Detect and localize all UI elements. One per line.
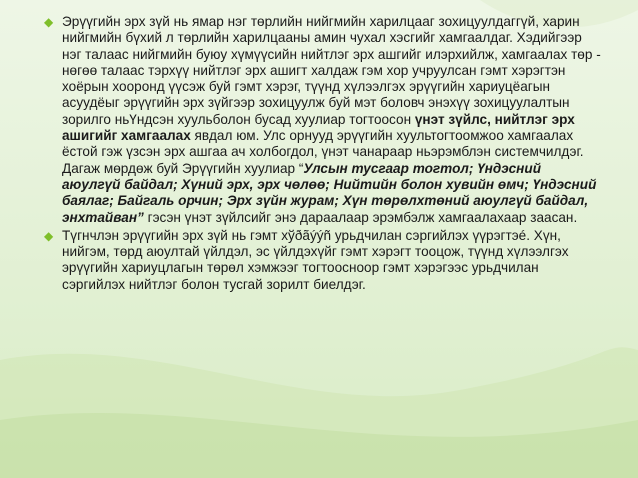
paragraph-1-text-2: явдал юм. Улс орнууд эрүүгийн хуультогтоомжоо хамгаалах ёстой гэж үзсэн эрх ашгаа ач холбогдол, үнэт чанараар ньэрэмблэн системчилдэг. Дагаж мөрдөж буй Эрүүгийн хуулиар “ (62, 128, 584, 176)
paragraph-1 (62, 14, 602, 226)
paragraph-1-text-3: гэсэн үнэт зүйлсийг энэ дараалаар эрэмбэлж хамгаалахаар заасан. (143, 209, 578, 225)
paragraph-1-bold-text: үнэт зүйлс, нийтлэг эрх ашигийг хамгаалах (62, 111, 575, 144)
text-body (46, 14, 602, 295)
bullet-item-2 (46, 228, 602, 293)
paragraph-1-values-list: Улсын тусгаар тогтол; Үндэсний аюулгүй байдал; Хүний эрх, эрх чөлөө; Нийтийн болон хувийн өмч; Үндэсний баялаг; Байгаль орчин; Эрх зүйн журам; Хүн төрөлхтөний аюулгүй байдал, энхтайван” (62, 160, 597, 225)
bullet-item-1 (46, 14, 602, 226)
diamond-bullet-icon: ◆ (44, 228, 54, 243)
paragraph-2-text: Түгнчлэн эрүүгийн эрх зүй нь гэмт хўðãýýñ урьдчилан сэргийлэх үүрэгтэé. Хүн, нийгэм, төрд аюултай үйлдэл, эс үйлдэхүйг гэмт хэрэгт тооцож, түүнд хүлээлгэх эрүүгийн хариуцлагын төрөл хэмжээг тогтоосноор гэмт хэрэгээс урьдчилан сэргийлэх нийтлэг болон тусгай зорилт биелдэг. (62, 227, 569, 292)
paragraph-1-text-1: Эрүүгийн эрх зүй нь ямар нэг төрлийн нийгмийн харилцааг зохицуулдаггүй, харин нийгмийн бүхий л төрлийн харилцааны амин чухал хэсгийг хамгаалдаг. Хэдийгээр нэг талаас нийгмийн буюу хүмүүсийн нийтлэг эрх ашгийг илэрхийлж, хамгаалах төр - нөгөө талаас тэрхүү нийтлэг эрх ашигт халдаж гэм хор учруулсан гэмт хэрэгтэн хоёрын хооронд үүсэж буй гэмт хэрэг, түүнд хүлээлгэх эрүүгийн хариуцёагын асуудёыг эрүүгийн эрх зүйгээр зохицуулж буй мэт боловч энэхүү зохицуулалтын зорилго ньҮндсэн хуульболон бусад хуулиар тогтоосон (62, 14, 601, 127)
diamond-bullet-icon: ◆ (44, 15, 54, 29)
paragraph-2 (62, 228, 602, 293)
